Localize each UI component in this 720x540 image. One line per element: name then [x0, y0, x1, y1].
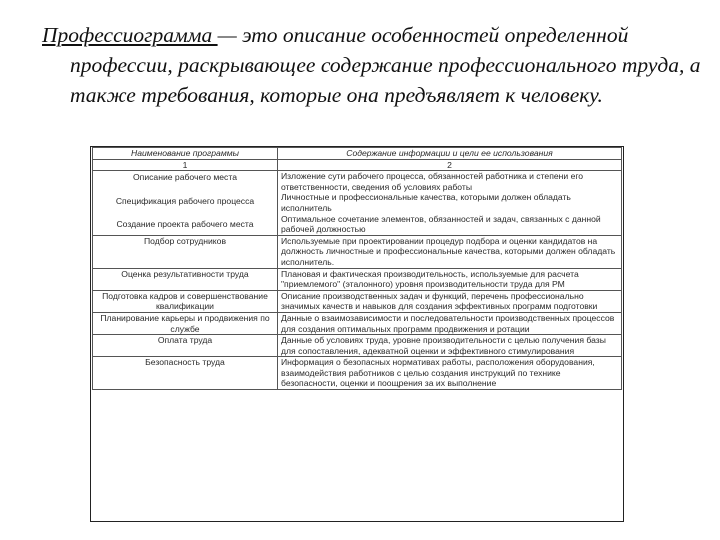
- table-row: [93, 171, 622, 236]
- table-header-row: [93, 148, 622, 160]
- program-name-cell: [93, 290, 278, 312]
- program-description: Изложение сути рабочего процесса, обязанностей работника и степени его ответственности, сведения об условиях работы: [281, 171, 584, 192]
- header-program-name: Наименование программы: [93, 148, 278, 160]
- definition-term: Профессиограмма: [42, 23, 218, 47]
- program-name: Подбор сотрудников: [143, 235, 227, 246]
- program-description-cell: [278, 290, 622, 312]
- program-name-cell: [93, 357, 278, 390]
- program-name: Безопасность труда: [145, 357, 225, 368]
- program-description: Используемые при проектировании процедур подбора и оценки кандидатов на должность личностные и профессиональные качества, которыми должен обладать исполнитель.: [281, 235, 616, 267]
- column-number-row: [93, 159, 622, 171]
- program-description: Плановая и фактическая производительность, используемые для расчета "приемлемого" (эталонного) уровня производительности труда для РМ: [281, 268, 579, 290]
- program-name: Спецификация рабочего процесса: [115, 195, 255, 206]
- table-row: [93, 335, 622, 357]
- program-description-cell: [278, 335, 622, 357]
- program-name-cell: [93, 268, 278, 290]
- program-description-cell: [278, 235, 622, 268]
- table-row: [93, 268, 622, 290]
- program-description-cell: [278, 268, 622, 290]
- program-description-cell: [278, 312, 622, 334]
- program-description: Описание производственных задач и функций, перечень профессионально значимых качеств и навыков для создания эффективных программ подготовки: [281, 290, 598, 312]
- table-row: [93, 290, 622, 312]
- professiogram-table-frame: [90, 146, 624, 522]
- program-description-cell: [278, 171, 622, 236]
- program-name-cell: [93, 312, 278, 334]
- definition-text: — это описание особенностей определенной профессии, раскрывающее содержание профессионального труда, а также требования, которые она предъявляет к человеку.: [70, 23, 701, 107]
- table-row: [93, 312, 622, 334]
- table-row: [93, 235, 622, 268]
- program-description: Данные о взаимозависимости и последовательности производственных процессов для создания оптимальных программ продвижения и ротации: [281, 312, 615, 334]
- program-name: Оценка результативности труда: [121, 268, 249, 279]
- program-description: Личностные и профессиональные качества, которыми должен обладать исполнитель: [281, 192, 571, 213]
- program-description: Информация о безопасных нормативах работы, расположения оборудования, взаимодействия работников с целью создания инструкций по технике безопасности, оценки и поощрения за их выполнение: [281, 357, 595, 389]
- program-name-cell: [93, 335, 278, 357]
- program-name: Планирование карьеры и продвижения по службе: [100, 312, 270, 334]
- program-name: Создание проекта рабочего места: [116, 219, 254, 230]
- program-name-cell: [93, 235, 278, 268]
- column-number-2: 2: [278, 159, 622, 171]
- professiogram-table: [92, 147, 622, 390]
- program-description-cell: [278, 357, 622, 390]
- program-name: Описание рабочего места: [133, 172, 237, 183]
- program-name: Подготовка кадров и совершенствование квалификации: [102, 290, 268, 312]
- program-description: Оптимальное сочетание элементов, обязанностей и задач, связанных с данной рабочей должностью: [281, 213, 601, 235]
- table-row: [93, 357, 622, 390]
- program-name-cell: [93, 171, 278, 236]
- header-content-purpose: Содержание информации и цели ее использования: [278, 148, 622, 160]
- program-name: Оплата труда: [157, 335, 213, 346]
- program-description: Данные об условиях труда, уровне производительности с целью получения базы для сопоставления, адекватной оценки и эффективного стимулирования: [281, 335, 606, 356]
- column-number-1: 1: [93, 159, 278, 171]
- definition-paragraph: [42, 20, 720, 110]
